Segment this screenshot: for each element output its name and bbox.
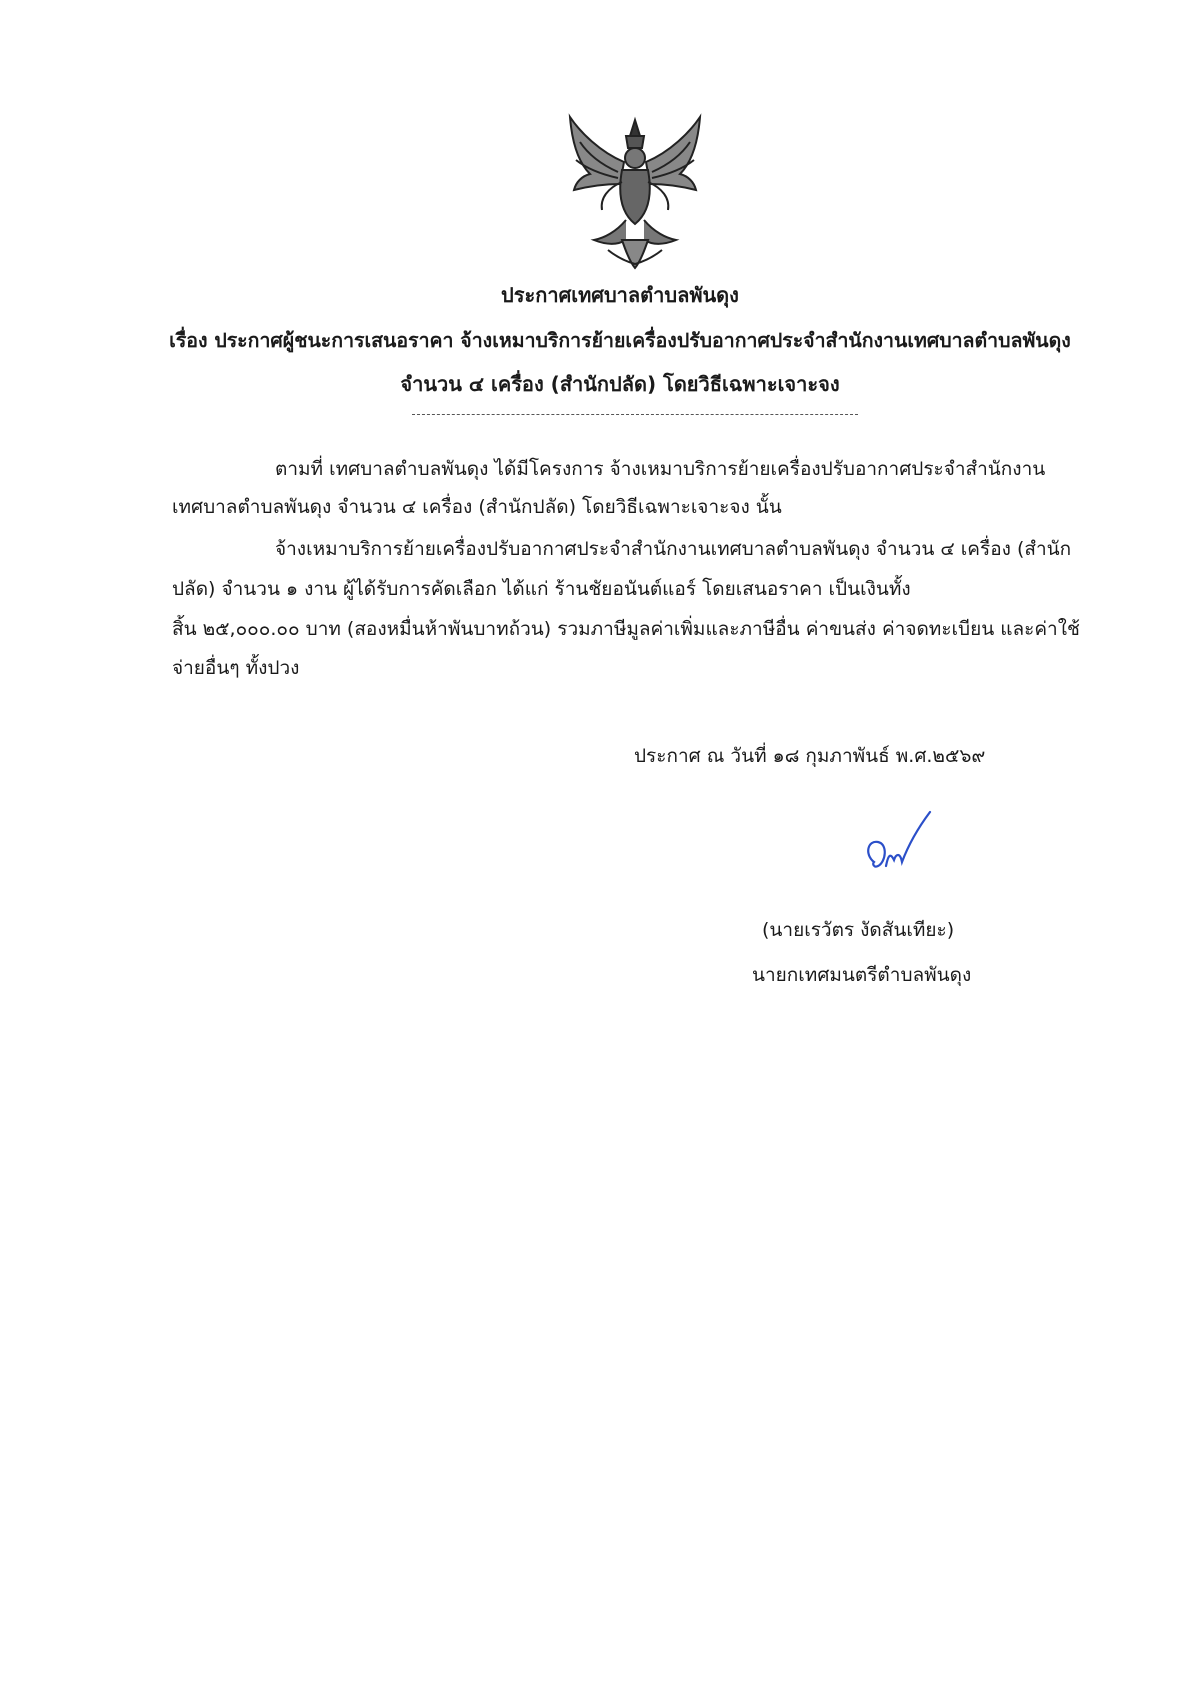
announcement-subject-continued: จำนวน ๔ เครื่อง (สำนักปลัด) โดยวิธีเฉพาะเจาะจง [400, 372, 840, 396]
signatory-name: (นายเรวัตร งัดสันเทียะ) [762, 919, 955, 941]
paragraph-2-line-2: ปลัด) จำนวน ๑ งาน ผู้ได้รับการคัดเลือก ได้แก่ ร้านชัยอนันต์แอร์ โดยเสนอราคา เป็นเงินทั้ง [172, 578, 911, 600]
handwritten-signature [860, 810, 940, 890]
paragraph-1-line-2: เทศบาลตำบลพันดุง จำนวน ๔ เครื่อง (สำนักปลัด) โดยวิธีเฉพาะเจาะจง นั้น [172, 496, 782, 518]
signatory-position: นายกเทศมนตรีตำบลพันดุง [752, 964, 972, 986]
paragraph-2-line-3: สิ้น ๒๕,๐๐๐.๐๐ บาท (สองหมื่นห้าพันบาทถ้วน) รวมภาษีมูลค่าเพิ่มและภาษีอื่น ค่าขนส่ง ค่าจดทะเบียน และค่าใช้ [172, 618, 1080, 640]
dashed-divider [412, 414, 858, 415]
announcement-subject: เรื่อง ประกาศผู้ชนะการเสนอราคา จ้างเหมาบริการย้ายเครื่องปรับอากาศประจำสำนักงานเทศบาลตำบลพันดุง [169, 329, 1071, 352]
paragraph-1-line-1: ตามที่ เทศบาลตำบลพันดุง ได้มีโครงการ จ้างเหมาบริการย้ายเครื่องปรับอากาศประจำสำนักงาน [275, 458, 1046, 480]
announcement-date: ประกาศ ณ วันที่ ๑๘ กุมภาพันธ์ พ.ศ.๒๕๖๙ [634, 745, 986, 767]
announcement-heading: ประกาศเทศบาลตำบลพันดุง [501, 283, 739, 307]
garuda-emblem-icon [560, 112, 710, 272]
paragraph-2-line-1: จ้างเหมาบริการย้ายเครื่องปรับอากาศประจำสำนักงานเทศบาลตำบลพันดุง จำนวน ๔ เครื่อง (สำนัก [275, 538, 1072, 560]
paragraph-2-line-4: จ่ายอื่นๆ ทั้งปวง [172, 657, 300, 679]
